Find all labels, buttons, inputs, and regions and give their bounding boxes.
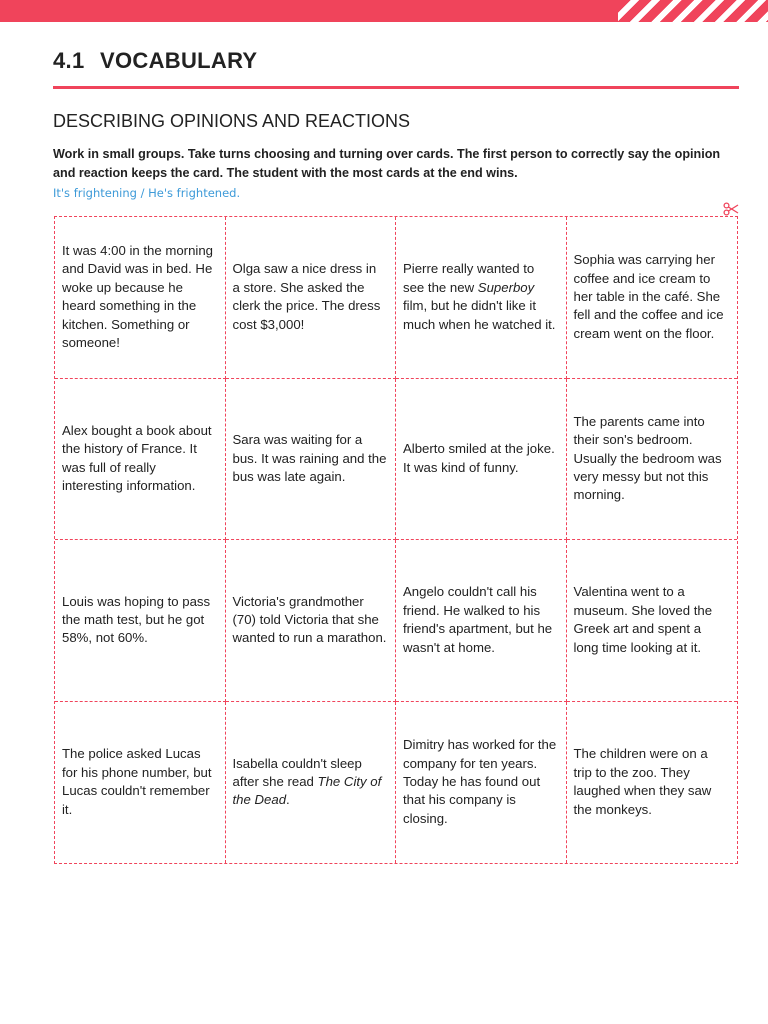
card-text	[233, 755, 388, 810]
card[interactable]	[55, 540, 226, 702]
card[interactable]	[396, 217, 567, 379]
top-banner	[0, 0, 768, 22]
card-text-part: Isabella couldn't sleep after she read	[232, 755, 362, 790]
card-text	[574, 745, 730, 819]
card-text-part: Alex bought a book about the history of France. It was full of really interesting information.	[62, 422, 212, 494]
card-text	[62, 422, 217, 496]
card-text	[233, 431, 388, 486]
unit-title: VOCABULARY	[100, 48, 258, 73]
card-text-part: Louis was hoping to pass the math test, but he got 58%, not 60%.	[62, 593, 211, 646]
card-text	[233, 260, 388, 334]
example-text: It's frightening / He's frightened.	[53, 186, 241, 200]
card[interactable]	[226, 702, 397, 864]
card-text-part: film, but he didn't like it much when he watched it.	[403, 298, 556, 332]
card[interactable]	[567, 702, 738, 864]
card-text-part: The children were on a trip to the zoo. They laughed when they saw the monkeys.	[573, 746, 712, 817]
card[interactable]	[226, 379, 397, 541]
scissors-icon	[723, 202, 739, 216]
card-text-part: .	[286, 792, 290, 808]
card-text	[62, 593, 217, 648]
instructions-text: Work in small groups. Take turns choosing and turning over cards. The first person to correctly say the opinion and reaction keeps the card. The student with the most cards at the end wins.	[53, 147, 721, 180]
card-grid	[54, 216, 738, 864]
card-text-part: Sara was waiting for a bus. It was raining and the bus was late again.	[232, 432, 387, 484]
card-text-part: Victoria's grandmother (70) told Victoria that she wanted to run a marathon.	[232, 593, 387, 646]
card[interactable]	[55, 379, 226, 541]
card[interactable]	[226, 540, 397, 702]
unit-heading	[53, 48, 257, 74]
card-text-part: Sophia was carrying her coffee and ice cream to her table in the café. She fell and the coffee and ice cream went on the floor.	[573, 252, 724, 341]
card-text	[574, 583, 730, 657]
card-text-part: The police asked Lucas for his phone number, but Lucas couldn't remember it.	[62, 746, 212, 817]
card[interactable]	[567, 540, 738, 702]
card[interactable]	[55, 702, 226, 864]
card-text-part: The parents came into their son's bedroom. Usually the bedroom was very messy but not this morning.	[573, 413, 722, 503]
card-text	[403, 440, 558, 477]
card[interactable]	[396, 540, 567, 702]
card[interactable]	[396, 702, 567, 864]
banner-stripes	[618, 0, 768, 22]
card-text-part: Valentina went to a museum. She loved the Greek art and spent a long time looking at it.	[573, 584, 713, 655]
card-text	[62, 242, 217, 352]
heading-divider	[53, 86, 739, 89]
card-text-part: Olga saw a nice dress in a store. She asked the clerk the price. The dress cost $3,000!	[232, 261, 381, 332]
card-text	[403, 583, 558, 657]
card-text	[233, 593, 388, 648]
card-text-part: Angelo couldn't call his friend. He walked to his friend's apartment, but he wasn't at home.	[403, 584, 553, 655]
card[interactable]	[567, 379, 738, 541]
card-text	[574, 251, 730, 343]
card[interactable]	[567, 217, 738, 379]
card[interactable]	[396, 379, 567, 541]
card-text-part: It was 4:00 in the morning and David was in bed. He woke up because he heard something in the kitchen. Something or someone!	[62, 243, 214, 351]
card-text	[403, 736, 558, 828]
card-text	[403, 260, 558, 334]
card-title-italic: The City of the Dead	[232, 774, 382, 808]
unit-number: 4.1	[53, 48, 85, 73]
card[interactable]	[55, 217, 226, 379]
card-text-part: Dimitry has worked for the company for ten years. Today he has found out that his company is closing.	[403, 737, 557, 826]
card[interactable]	[226, 217, 397, 379]
card-title-italic: Superboy	[477, 279, 535, 295]
card-text-part: Alberto smiled at the joke. It was kind of funny.	[403, 441, 555, 475]
card-text-part: Pierre really wanted to see the new	[403, 261, 535, 295]
card-text	[62, 745, 217, 819]
card-text	[574, 413, 730, 505]
section-title: DESCRIBING OPINIONS AND REACTIONS	[53, 111, 411, 131]
